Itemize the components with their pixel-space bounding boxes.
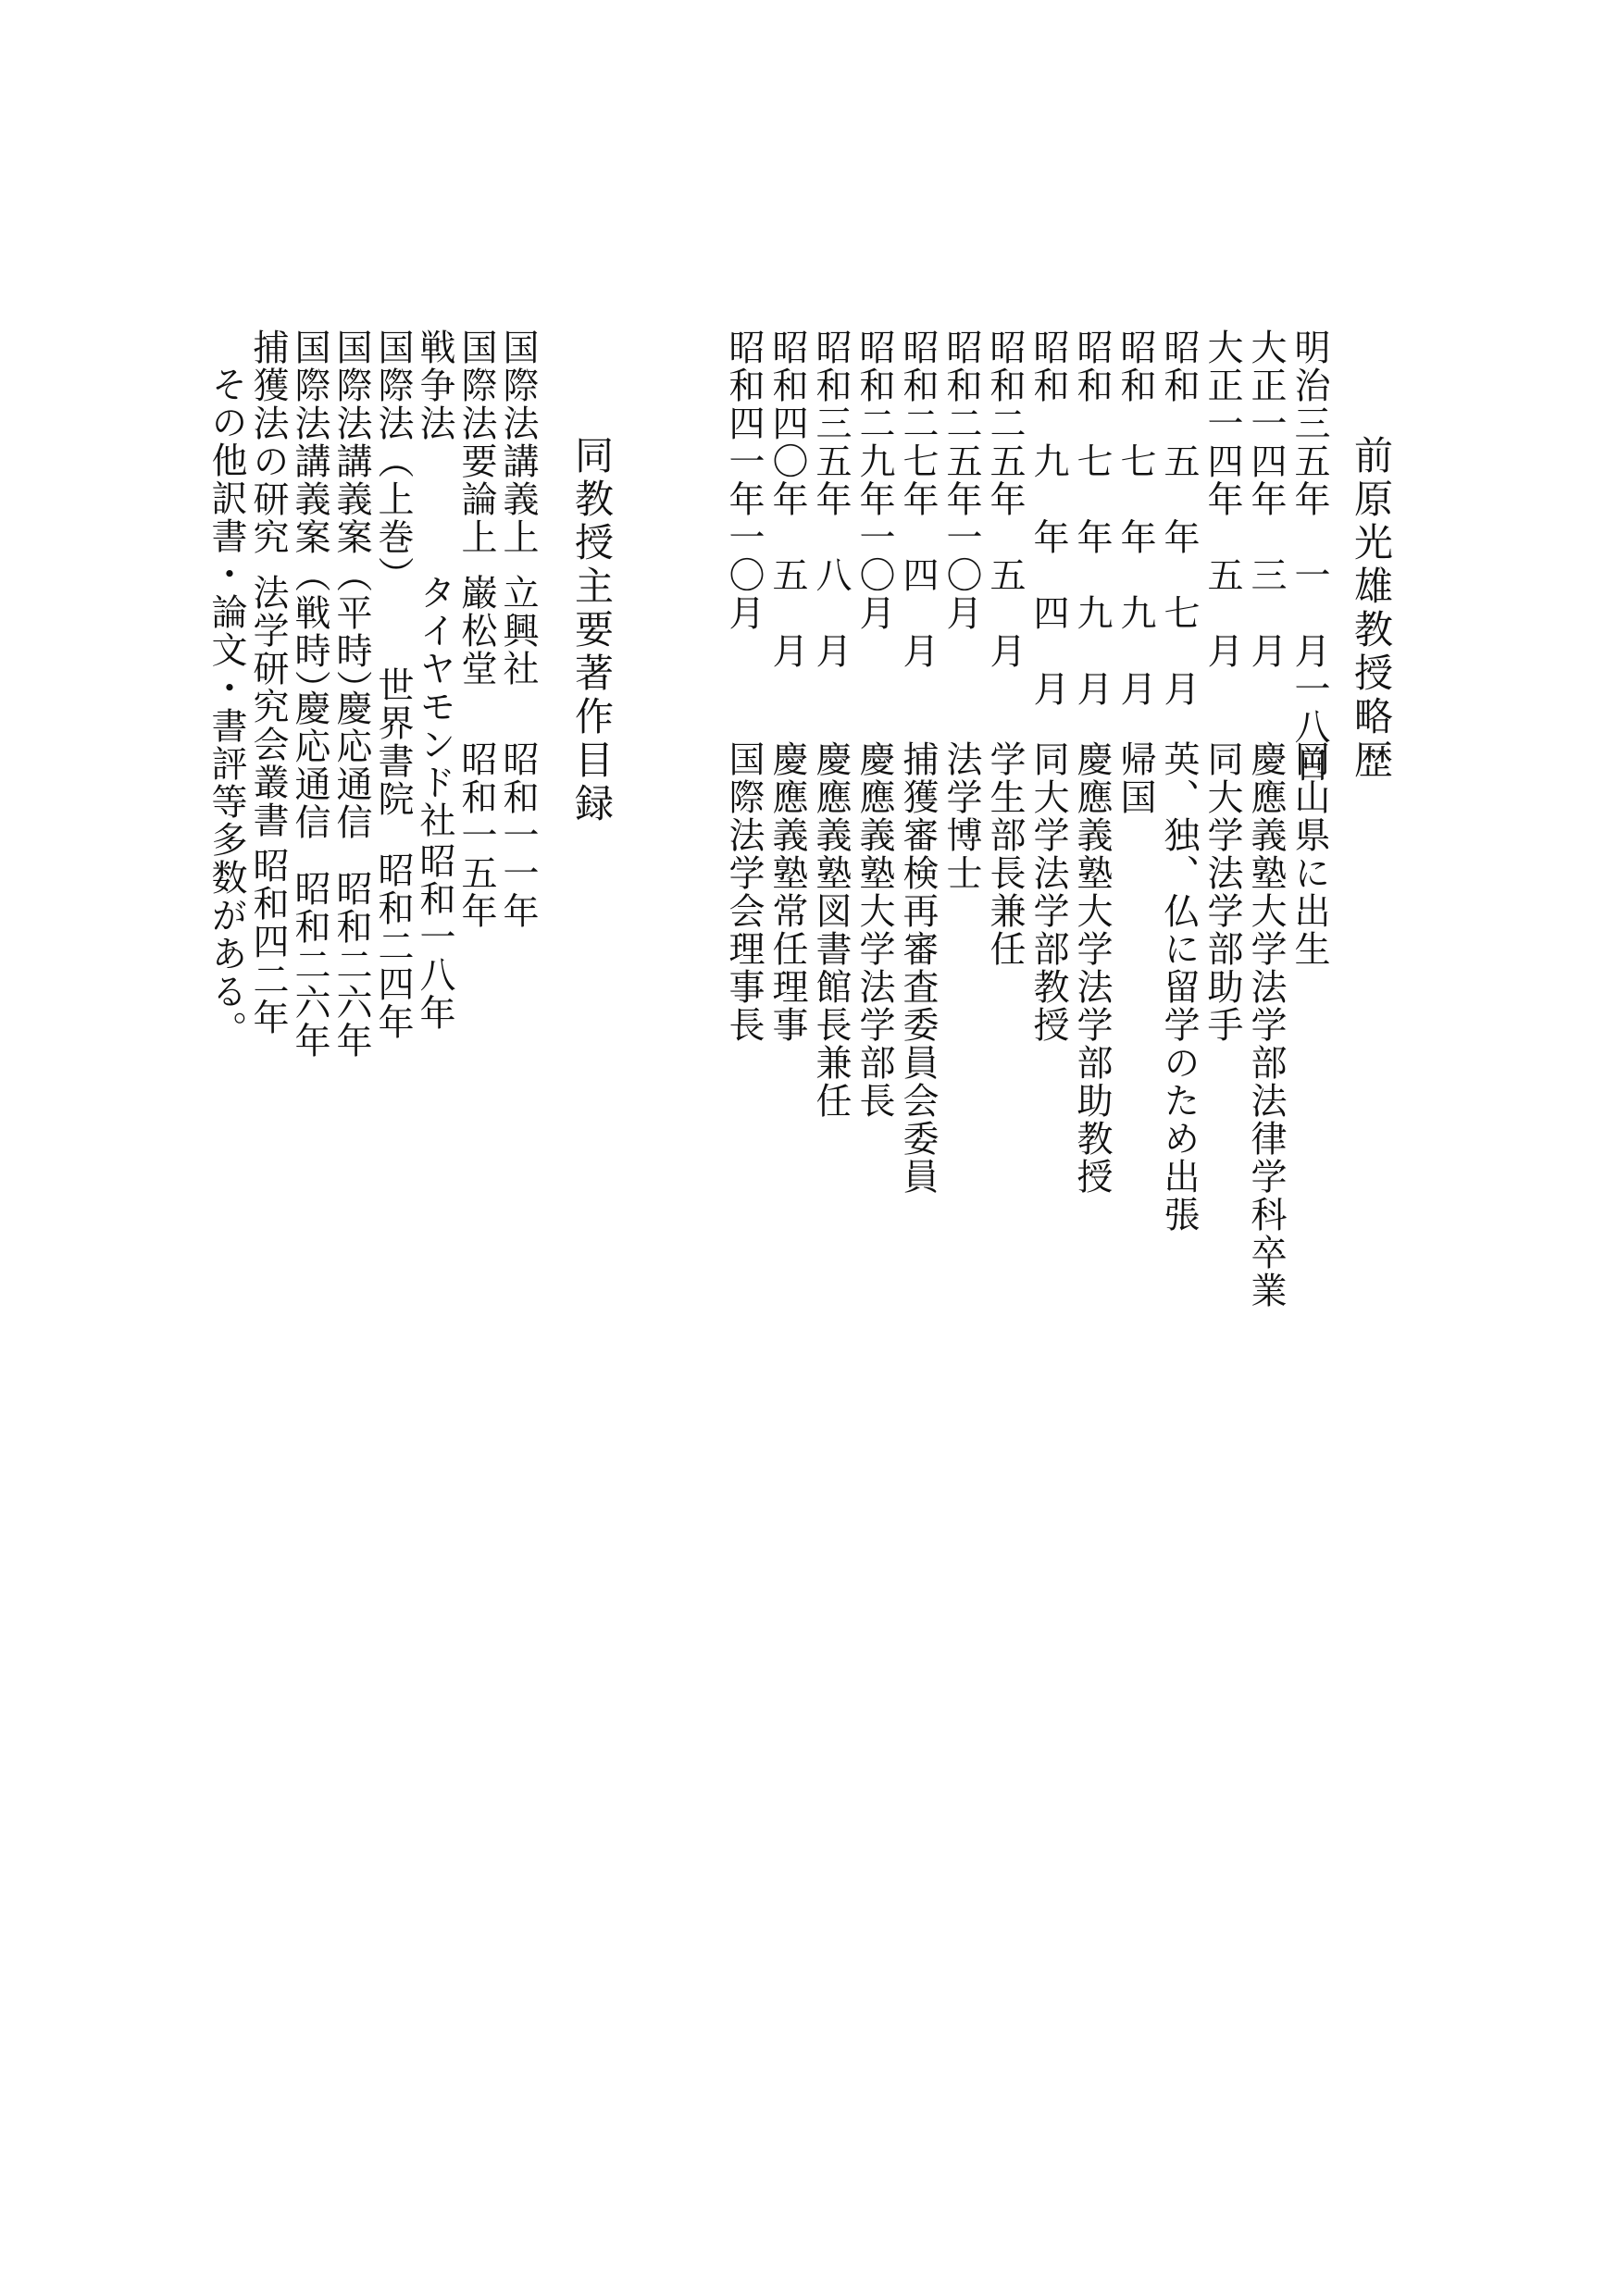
work-year: 昭和二六年 [330, 870, 372, 1060]
career-event: 帰国 [1114, 740, 1156, 816]
career-date: 大正一四年 五 月 [1201, 329, 1243, 670]
work-publisher: 慶応通信 [330, 689, 372, 841]
career-date: 昭和 九 年 四 月 [1027, 329, 1069, 708]
work-title: 戦争法 [414, 329, 455, 442]
career-event: 学生部長兼任 [984, 740, 1026, 968]
career-event: 慶應義塾大学法学部長 [853, 740, 895, 1120]
work-year: 昭和一五年 [455, 740, 497, 930]
career-event: 同大学法学部助手 [1201, 740, 1243, 1044]
work-title: 国際法講義案（戦時） [289, 329, 330, 708]
work-publisher: 立興社 [497, 574, 539, 688]
career-date: 昭和 七 年 九 月 [1114, 329, 1156, 708]
career-event: 慶應義塾大学法学部法律学科卒業 [1245, 740, 1287, 1309]
career-event: 同大学法学部教授 [1027, 740, 1069, 1044]
work-title: 国際法（上巻） [372, 329, 414, 594]
work-year: 昭和二六年 [289, 870, 330, 1060]
work-title: 捕獲法の研究 [247, 329, 289, 556]
work-publisher: 法学研究会叢書 [247, 574, 289, 839]
career-date: 昭和四一年一〇月 [723, 329, 765, 632]
work-year: 昭和一八年 [414, 842, 455, 1032]
work-title: 国際法講義上 [497, 329, 539, 556]
career-date: 大正一四年 三 月 [1245, 329, 1287, 670]
work-publisher: 慶応通信 [289, 689, 330, 841]
career-event: 英、独、仏に留学のため出張 [1158, 740, 1200, 1234]
career-date: 明治三五年 一 月一八日 [1288, 329, 1330, 784]
career-event: 慶應義塾大学法学部助教授 [1071, 740, 1113, 1196]
career-date: 昭和 五 年 七 月 [1158, 329, 1200, 708]
career-date: 昭和二七年 四 月 [897, 329, 939, 670]
works-title: 同教授主要著作目録 [569, 435, 615, 826]
career-date: 昭和二五年一〇月 [940, 329, 982, 632]
work-publisher: 巌松堂 [455, 574, 497, 688]
work-year: 昭和一一年 [497, 740, 539, 930]
works-note: その他訳書・論文・書評等多数がある。 [205, 366, 247, 1049]
work-title: 国際法講義案（平時） [330, 329, 372, 708]
work-title: 国際法要論上 [455, 329, 497, 556]
work-year: 昭和二四年 [372, 851, 414, 1041]
career-event: 国際法学会理事長 [723, 740, 765, 1044]
work-publisher: タイヤモンド社 [414, 574, 455, 839]
career-date: 昭和四〇年 五 月 [766, 329, 808, 670]
career-title: 前原光雄教授略歴 [1349, 435, 1394, 783]
career-event: 捕獲審検再審査委員会委員 [897, 740, 939, 1196]
career-event: 岡山県に出生 [1288, 740, 1330, 968]
work-year: 昭和四二年 [247, 847, 289, 1036]
career-date: 昭和 七 年 九 月 [1071, 329, 1113, 708]
career-event: 慶應義塾常任理事 [766, 740, 808, 1044]
career-date: 昭和二五年 五 月 [984, 329, 1026, 670]
career-date: 昭和二九年一〇月 [853, 329, 895, 632]
work-publisher: 世界書院 [372, 666, 414, 818]
career-event: 慶應義塾図書館長兼任 [810, 740, 852, 1120]
career-date: 昭和三五年 八 月 [810, 329, 852, 670]
career-event: 法学博士 [940, 740, 982, 892]
